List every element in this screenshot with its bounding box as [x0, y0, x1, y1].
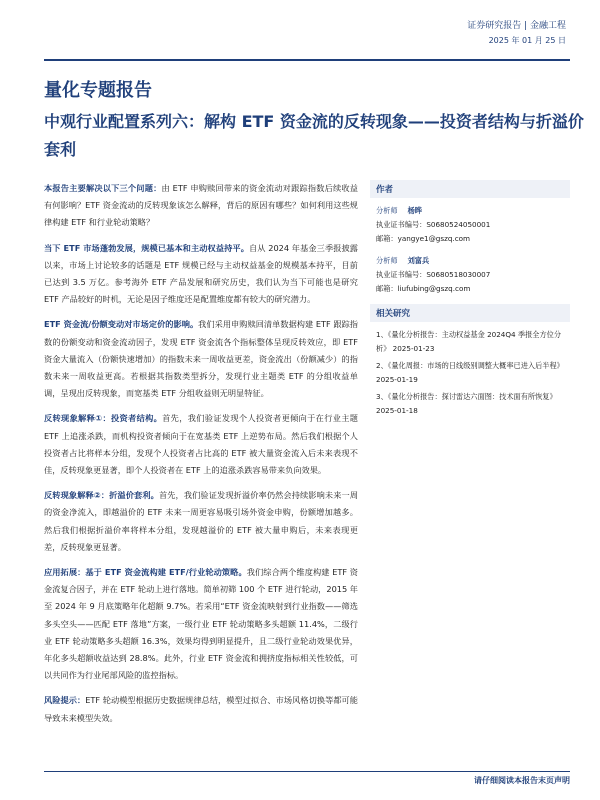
authors-heading: 作者	[370, 180, 570, 198]
report-title: 中观行业配置系列六：解构 ETF 资金流的反转现象——投资者结构与折溢价套利	[44, 112, 584, 159]
paragraph-questions: 本报告主要解决以下三个问题：由 ETF 申购赎回带来的资金流动对跟踪指数后续收益有何影响？ETF 资金流动的反转现象该怎么解释，背后的原因有哪些？如何利用这些规律构建 ETF 和行业轮动策略？	[44, 183, 358, 228]
paragraph-application: 应用拓展：基于 ETF 资金流构建 ETF/行业轮动策略。我们综合两个维度构建 ETF 资金流复合因子，并在 ETF 轮动上进行落地。简单初筛 100 个 ETF 进行轮动，2015 年至 2024 年 9 月底策略年化超额 9.7%。若采用“ETF 资金流映射到行业指数——筛选多头空头——匹配 ETF 落地”方案，一级行业 ETF 轮动策略多头超额 11.4%，二级行业 ETF 轮动策略多头超额 16.3%，效果均得到明显提升，且二级行业轮动效果优异，年化多头超额收益达到 28.8%。此外，行业 ETF 资金流和拥挤度指标相关性较低，可以共同作为行业尾部风险的监控指标。	[44, 567, 358, 681]
analyst-name: 刘富兵	[407, 256, 430, 265]
paragraph-flow-impact: ETF 资金流/份额变动对市场定价的影响。我们采用申购赎回清单数据构建 ETF 跟踪指数的份额变动和资金流动因子，发现 ETF 资金流各个指标整体呈现反转效应，即 ETF 资金大量流入（份额快速增加）的指数未来一周收益更差，资金流出（份额减少）的指数未来一周收益更高。若根据其指数类型拆分，发现行业主题类 ETF 的分组收益单调，呈现出反转现象，而宽基类 ETF 分组收益则无明显特征。	[44, 319, 358, 399]
paragraph-investor-structure: 反转现象解释①：投资者结构。首先，我们验证发现个人投资者更倾向于在行业主题 ETF 上追涨杀跌，而机构投资者倾向于在宽基类 ETF 上逆势布局。然后我们根据个人投资者占比将样本分组，发现个人投资者占比高的 ETF 被大量资金流入后未来表现不佳，反转现象更显著，即个人投资者在 ETF 上的追涨杀跌容易带来负向效果。	[44, 413, 358, 476]
paragraph-market: 当下 ETF 市场蓬勃发展，规模已基本和主动权益持平。自从 2024 年基金三季报披露以来，市场上讨论较多的话题是 ETF 规模已经与主动权益基金的规模基本持平，目前已达到 3.5 万亿。参考海外 ETF 产品发展和研究历史，我们认为当下可能也是研究 ETF 产品较好的时机，无论是因子维度还是配置维度都有较大的研究潜力。	[44, 242, 358, 305]
analyst-card: 分析师 杨晔 执业证书编号：S0680524050001 邮箱：yangye1@gszq.com	[376, 204, 564, 246]
header-divider	[44, 59, 570, 61]
analyst-email[interactable]: 邮箱：yangye1@gszq.com	[376, 234, 471, 243]
paragraph-premium-arbitrage: 反转现象解释②：折溢价套利。首先，我们验证发现折溢价率仍然会持续影响未来一周的资金净流入，即越溢价的 ETF 未来一周更容易吸引场外资金申购，份额增加越多。然后我们根据折溢价率将样本分组，发现越溢价的 ETF 被大量申购后，未来表现更差，反转现象更显著。	[44, 490, 358, 552]
sidebar	[370, 180, 570, 421]
related-research-list	[376, 328, 564, 417]
analyst-email[interactable]: 邮箱：liufubing@gszq.com	[376, 284, 471, 293]
report-category: 证券研究报告 | 金融工程	[467, 21, 566, 31]
related-research-heading: 相关研究	[370, 304, 570, 322]
footer-disclaimer: 请仔细阅读本报告末页声明	[44, 771, 570, 786]
related-research-item[interactable]: 2、《量化周报：市场的日线级别调整大概率已进入后半程》 2025-01-19	[376, 361, 564, 384]
report-header	[467, 18, 566, 46]
report-type-title: 量化专题报告	[44, 80, 152, 101]
analyst-cert: 执业证书编号：S0680524050001	[376, 220, 491, 229]
paragraph-risk: 风险提示：ETF 轮动模型根据历史数据规律总结，模型过拟合、市场风格切换等都可能导致未来模型失效。	[44, 695, 358, 723]
summary-body	[44, 180, 358, 735]
analyst-card: 分析师 刘富兵 执业证书编号：S0680518030007 邮箱：liufubing@gszq.com	[376, 254, 564, 296]
related-research-item[interactable]: 3、《量化分析报告：探讨雷达六面图：技术面有所恢复》 2025-01-18	[376, 392, 557, 415]
analyst-cert: 执业证书编号：S0680518030007	[376, 270, 491, 279]
related-research-item[interactable]: 1、《量化分析报告：主动权益基金 2024Q4 季报全方位分析》 2025-01-23	[376, 330, 562, 353]
analyst-name: 杨晔	[407, 206, 422, 215]
report-date: 2025 年 01 月 25 日	[488, 36, 566, 45]
